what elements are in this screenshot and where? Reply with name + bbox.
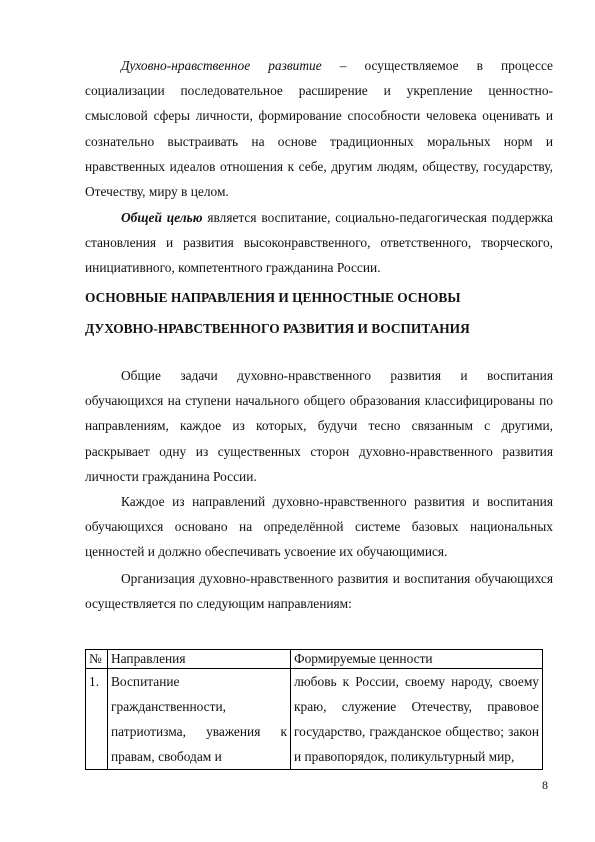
section-heading-line-2: ДУХОВНО-НРАВСТВЕННОГО РАЗВИТИЯ И ВОСПИТАНИЯ [85,321,470,336]
table-header-num: № [86,650,108,669]
table-row [86,669,543,770]
table-header-row [86,650,543,669]
section-heading-line-1: ОСНОВНЫЕ НАПРАВЛЕНИЯ И ЦЕННОСТНЫЕ ОСНОВЫ [85,290,461,305]
table-cell-direction: Воспитание гражданственности, патриотизма, уважения к правам, свободам и [108,669,291,770]
goal-term: Общей целью [121,210,203,225]
page-number: 8 [542,778,548,792]
directions-table [85,649,543,770]
section-heading [85,285,555,341]
paragraph-general-tasks: Общие задачи духовно-нравственного развития и воспитания обучающихся на ступени начального общего образования классифицированы по направлениям, каждое из которых, будучи тесно связанным с другими, раскрывает одну из существенных сторон духовно-нравственного развития личности гражданина России. [85,368,553,484]
table-cell-values: любовь к России, своему народу, своему краю, служение Отечеству, правовое государство, гражданское общество; закон и правопорядок, поликультурный мир, [291,669,543,770]
paragraph-organization: Организация духовно-нравственного развития и воспитания обучающихся осуществляется по следующим направлениям: [85,571,553,612]
goal-text: является воспитание, социально-педагогическая поддержка становления и развития высоконравственного, ответственного, творческого, инициативного, компетентного гражданина России. [85,210,553,276]
definition-text: – осуществляемое в процессе социализации последовательное расширение и укрепление ценностно-смысловой сферы личности, формирование способности человека оценивать и сознательно выстраивать на основе традиционных моральных норм и нравственных идеалов отношения к себе, другим людям, обществу, государству, Отечеству, миру в целом. [85,58,554,200]
table-header-direction: Направления [108,650,291,669]
table-cell-num: 1. [86,669,108,770]
paragraph-directions-basis: Каждое из направлений духовно-нравственного развития и воспитания обучающихся основано на определённой системе базовых национальных ценностей и должно обеспечивать усвоение их обучающимися. [85,494,553,560]
definition-term: Духовно-нравственное развитие [121,58,322,73]
paragraph-general-goal [85,205,553,281]
paragraph-definition [85,53,553,204]
table-header-values: Формируемые ценности [291,650,543,669]
